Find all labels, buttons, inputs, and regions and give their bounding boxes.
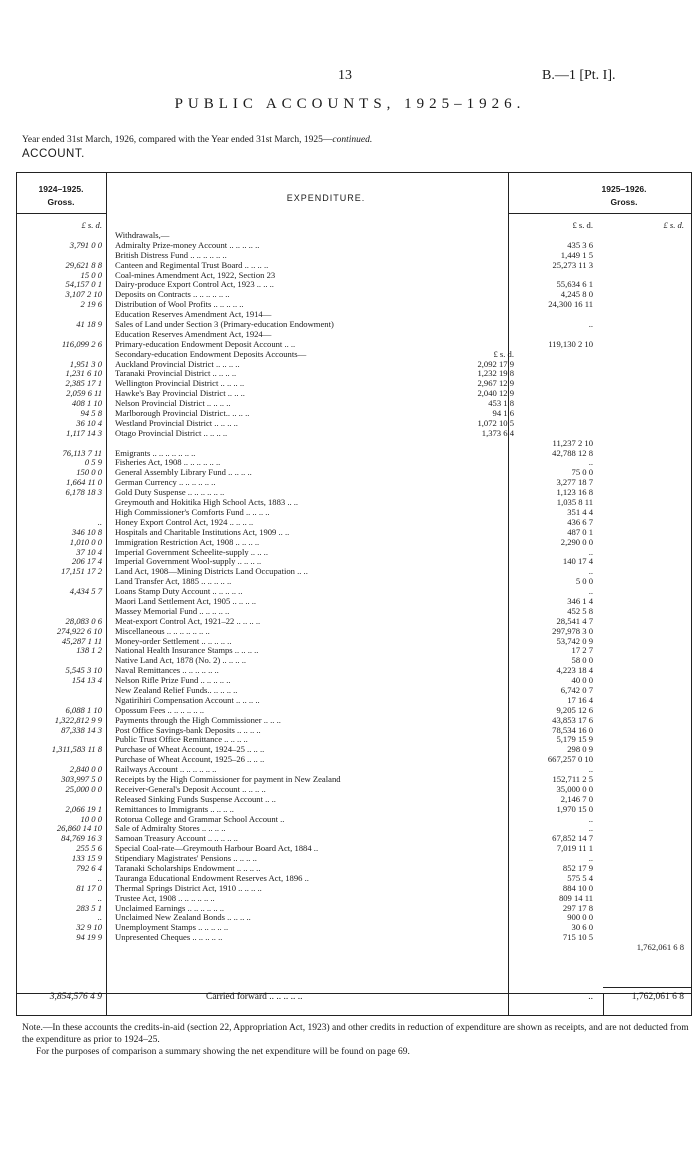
current-cell: 2,146 7 0 — [560, 793, 593, 804]
current-cell: 40 0 0 — [571, 675, 593, 686]
description-cell: Sales of Land under Section 3 (Primary-education Endowment) — [115, 320, 334, 330]
table-row — [16, 369, 692, 379]
description-cell: Secondary-education Endowment Deposits Accounts— — [115, 349, 307, 359]
prev-year-header — [16, 183, 106, 209]
current-cell: 24,300 16 11 — [548, 299, 593, 310]
prev-cell: 28,083 0 6 — [65, 615, 102, 626]
prev-cell: 41 18 9 — [76, 319, 102, 330]
prev-cell: 17,151 17 2 — [61, 566, 102, 577]
description-cell: Samoan Treasury Account .. .. .. .. .. — [115, 834, 238, 844]
prev-cell: 1,010 0 0 — [69, 536, 102, 547]
current-cell: 715 10 5 — [562, 932, 593, 943]
prev-cell: 5,545 3 10 — [65, 665, 102, 676]
current-cell: 346 1 4 — [567, 595, 593, 606]
carried-total: 1,762,061 6 8 — [631, 992, 684, 1002]
current-cell: 30 6 0 — [571, 922, 593, 933]
prev-cell: 2,059 6 11 — [66, 388, 102, 399]
table-row — [16, 320, 692, 330]
description-cell: Special Coal-rate—Greymouth Harbour Board Act, 1884 .. — [115, 844, 319, 854]
description-cell: Greymouth and Hokitika High School Acts, 1883 .. .. — [115, 498, 299, 508]
prev-cell: 3,791 0 0 — [69, 239, 102, 250]
current-cell: 25,273 11 3 — [552, 259, 593, 270]
description-cell: Unclaimed New Zealand Bonds .. .. .. .. — [115, 913, 251, 923]
current-cell: .. — [588, 319, 593, 330]
table-row — [16, 340, 692, 350]
current-cell: 17 16 4 — [567, 694, 593, 705]
current-cell: 435 3 6 — [567, 239, 593, 250]
unit-prev: £ s. d. — [81, 220, 102, 230]
table-row — [16, 933, 692, 943]
prev-cell: 54,157 0 1 — [65, 279, 102, 290]
footnote-line-1: Note.—In these accounts the credits-in-aid (section 22, Appropriation Act, 1923) and other credits in reduction of expenditure are shown as receipts, and are not deducted from the expenditure as prior to 1924–25. — [22, 1023, 689, 1045]
sub-amount-cell: 2,092 17 9 — [477, 358, 514, 369]
table-row — [16, 399, 692, 409]
prev-cell: 2,385 17 1 — [65, 378, 102, 389]
description-cell: Wellington Provincial District .. .. .. .. — [115, 379, 245, 389]
description-cell: Released Sinking Funds Suspense Account .. .. — [115, 794, 276, 804]
cur-year-header — [556, 183, 692, 209]
sub-amount-cell: 2,040 12 9 — [477, 388, 514, 399]
prev-cell: .. — [97, 892, 102, 903]
sub-amount-cell: 1,373 6 4 — [481, 427, 514, 438]
current-cell: .. — [588, 586, 593, 597]
prev-cell: 76,113 7 11 — [62, 447, 102, 458]
section-heading: ACCOUNT. — [22, 148, 85, 160]
subtitle — [22, 135, 372, 145]
description-cell: Land Transfer Act, 1885 .. .. .. .. .. — [115, 577, 232, 587]
prev-cell: 154 13 4 — [71, 675, 102, 686]
description-cell: Stipendiary Magistrates' Pensions .. .. .. .. — [115, 854, 257, 864]
description-cell: Westland Provincial District .. .. .. .. — [115, 418, 238, 428]
current-cell: 28,541 4 7 — [556, 615, 593, 626]
prev-cell: .. — [97, 516, 102, 527]
current-cell: 1,970 15 0 — [556, 803, 593, 814]
description-cell: Massey Memorial Fund .. .. .. .. .. — [115, 606, 230, 616]
prev-cell: 303,997 5 0 — [61, 773, 102, 784]
current-cell: 297,978 3 0 — [552, 625, 593, 636]
prev-cell: 29,621 8 8 — [65, 259, 102, 270]
prev-cell: 25,000 0 0 — [65, 783, 102, 794]
table-row — [16, 389, 692, 399]
table-row — [16, 943, 692, 953]
description-cell: Maori Land Settlement Act, 1905 .. .. .. .. — [115, 596, 257, 606]
prev-cell: 37 10 4 — [76, 546, 102, 557]
prev-cell: 283 5 1 — [76, 902, 102, 913]
description-cell: Purchase of Wheat Account, 1925–26 .. .. .. — [115, 755, 265, 765]
current-cell: 43,853 17 6 — [552, 714, 593, 725]
prev-cell: 1,311,583 11 8 — [51, 744, 102, 755]
table-row — [16, 261, 692, 271]
description-cell: Payments through the High Commissioner .. .. .. — [115, 715, 281, 725]
unit-cur: £ s. d. — [572, 220, 593, 230]
current-cell: 152,711 2 5 — [552, 773, 593, 784]
prev-cell: 32 9 10 — [76, 922, 102, 933]
description-cell: Withdrawals,— — [115, 231, 170, 240]
description-cell: Tauranga Educational Endowment Reserves Act, 1896 .. — [115, 873, 309, 883]
prev-cell: 1,231 6 10 — [65, 368, 102, 379]
current-cell: 852 17 9 — [562, 863, 593, 873]
current-cell: 2,290 0 0 — [560, 536, 593, 547]
carried-label: Carried forward .. .. .. .. .. — [206, 992, 303, 1002]
description-cell: Dairy-produce Export Control Act, 1923 .. .. .. — [115, 280, 274, 290]
prev-cell: 792 6 4 — [76, 863, 102, 873]
description-cell: Money-order Settlement .. .. .. .. .. — [115, 636, 232, 646]
description-cell: Thermal Springs District Act, 1910 .. .. .. .. — [115, 883, 262, 893]
document-reference: B.—1 [Pt. I]. — [542, 68, 616, 83]
cur-year-label: 1925–1926. — [601, 184, 647, 194]
current-cell: 75 0 0 — [571, 467, 593, 478]
description-cell: Receiver-General's Deposit Account .. .. .. .. — [115, 784, 266, 794]
prev-cell: 15 0 0 — [80, 269, 102, 280]
description-cell: Education Reserves Amendment Act, 1924— — [115, 329, 272, 339]
prev-cell: 346 10 8 — [71, 526, 102, 537]
prev-cell: 133 15 9 — [71, 853, 102, 864]
total-rule — [603, 987, 692, 988]
prev-cell: .. — [97, 872, 102, 883]
current-cell: 667,257 0 10 — [547, 754, 593, 765]
current-cell: 42,788 12 8 — [552, 447, 593, 458]
description-cell: Marlborough Provincial District.. .. .. .. — [115, 409, 250, 419]
description-cell: Taranaki Provincial District .. .. .. .. — [115, 369, 237, 379]
current-cell: 1,035 8 11 — [556, 497, 593, 508]
current-cell: 119,130 2 10 — [548, 338, 593, 349]
description-cell: Nelson Provincial District .. .. .. .. — [115, 399, 231, 409]
description-cell: Emigrants .. .. .. .. .. .. .. — [115, 448, 196, 458]
prev-cell: 6,178 18 3 — [65, 487, 102, 498]
description-cell: Opossum Fees .. .. .. .. .. .. — [115, 705, 205, 715]
prev-cell: 116,099 2 6 — [61, 338, 102, 349]
description-cell: Public Trust Office Remittance .. .. .. .. — [115, 735, 248, 745]
prev-cell: 2 19 6 — [80, 299, 102, 310]
current-cell: 5,179 15 9 — [556, 734, 593, 745]
footnote — [22, 1022, 692, 1058]
prev-cell: 87,338 14 3 — [61, 724, 102, 735]
current-cell: 35,000 0 0 — [556, 783, 593, 794]
description-cell: Distribution of Wool Profits .. .. .. .. .. — [115, 300, 244, 310]
current-cell: 6,742 0 7 — [560, 684, 593, 695]
description-cell: Fisheries Act, 1908 .. .. .. .. .. .. — [115, 458, 221, 468]
description-cell: Coal-mines Amendment Act, 1922, Section 23 — [115, 270, 276, 280]
prev-cell: 45,287 1 11 — [61, 635, 102, 646]
current-cell: 884 10 0 — [562, 882, 593, 893]
description-cell: Deposits on Contracts .. .. .. .. .. .. — [115, 290, 230, 300]
current-cell: 1,123 16 8 — [556, 487, 593, 498]
prev-cell: 84,769 16 3 — [61, 833, 102, 844]
prev-cell: 94 19 9 — [76, 932, 102, 943]
carried-prev: 3,854,576 4 9 — [49, 992, 102, 1002]
table-row — [16, 379, 692, 389]
description-cell: Trustee Act, 1908 .. .. .. .. .. .. — [115, 893, 215, 903]
prev-cell: 4,434 5 7 — [69, 586, 102, 597]
current-cell: 17 2 7 — [571, 645, 593, 656]
table-row — [16, 419, 692, 429]
description-cell: Gold Duty Suspense .. .. .. .. .. .. — [115, 488, 225, 498]
description-cell: General Assembly Library Fund .. .. .. .. — [115, 468, 252, 478]
description-cell: Immigration Restriction Act, 1908 .. .. .. .. — [115, 537, 260, 547]
current-cell: 7,019 11 1 — [556, 843, 593, 854]
description-cell: Native Land Act, 1878 (No. 2) .. .. .. .. — [115, 656, 247, 666]
description-cell: Railways Account .. .. .. .. .. .. — [115, 765, 217, 775]
current-cell: .. — [588, 457, 593, 468]
prev-cell: 1,117 14 3 — [66, 427, 102, 438]
prev-cell: 408 1 10 — [71, 398, 102, 409]
prev-cell: 10 0 0 — [80, 813, 102, 824]
header-rule — [16, 213, 106, 214]
current-cell: 900 0 0 — [567, 912, 593, 923]
description-cell: Post Office Savings-bank Deposits .. .. .. .. — [115, 725, 261, 735]
prev-cell: 150 0 0 — [76, 467, 102, 478]
prev-year-label: 1924–1925. — [38, 184, 84, 194]
current-cell: .. — [588, 813, 593, 824]
table-row — [16, 350, 692, 360]
unit-row — [16, 221, 692, 231]
page-header — [0, 68, 700, 88]
sub-amount-cell: 2,967 12 9 — [477, 378, 514, 389]
description-cell: Honey Export Control Act, 1924 .. .. .. .. — [115, 517, 254, 527]
prev-cell: 26,860 14 10 — [56, 823, 102, 834]
prev-cell: 3,107 2 10 — [65, 289, 102, 300]
current-cell: 487 0 1 — [567, 526, 593, 537]
current-cell: 53,742 0 9 — [556, 635, 593, 646]
description-cell: Admiralty Prize-money Account .. .. .. .. .. — [115, 240, 260, 250]
description-cell: Meat-export Control Act, 1921–22 .. .. .. .. — [115, 616, 261, 626]
table-row — [16, 300, 692, 310]
cur-gross-label: Gross. — [610, 197, 638, 207]
prev-cell: 1,664 11 0 — [66, 477, 102, 488]
prev-cell: 94 5 8 — [80, 408, 102, 419]
sub-amount-cell: 453 1 8 — [488, 398, 514, 409]
description-cell: National Health Insurance Stamps .. .. .. .. — [115, 646, 259, 656]
description-cell: Hawke's Bay Provincial District .. .. .. — [115, 389, 245, 399]
prev-cell: 81 17 0 — [76, 882, 102, 893]
carried-cur: .. — [588, 992, 593, 1002]
description-cell: Rotorua College and Grammar School Account .. — [115, 814, 285, 824]
sub-amount-cell: 1,232 19 8 — [477, 368, 514, 379]
prev-cell: 6,088 1 10 — [65, 704, 102, 715]
description-cell: Nelson Rifle Prize Fund .. .. .. .. .. — [115, 676, 231, 686]
current-cell: 1,449 1 5 — [560, 249, 593, 260]
table-row — [16, 409, 692, 419]
prev-cell: 255 5 6 — [76, 843, 102, 854]
description-cell: Remittances to Immigrants .. .. .. .. — [115, 804, 234, 814]
description-cell: British Distress Fund .. .. .. .. .. .. — [115, 250, 227, 260]
table-row — [16, 360, 692, 370]
prev-cell: 2,066 19 1 — [65, 803, 102, 814]
footnote-line-2: For the purposes of comparison a summary showing the net expenditure will be found on page 69. — [36, 1047, 410, 1057]
expenditure-table — [16, 172, 692, 1016]
current-cell: .. — [588, 853, 593, 864]
description-cell: Receipts by the High Commissioner for payment in New Zealand — [115, 774, 341, 784]
current-cell: .. — [588, 566, 593, 577]
current-cell: 575 5 4 — [567, 872, 593, 883]
current-cell: 436 6 7 — [567, 516, 593, 527]
description-cell: Primary-education Endowment Deposit Account .. .. — [115, 339, 296, 349]
current-cell: .. — [588, 764, 593, 775]
description-cell: Unpresented Cheques .. .. .. .. .. — [115, 933, 223, 943]
description-cell: Otago Provincial District .. .. .. .. — [115, 428, 228, 438]
description-cell: Unemployment Stamps .. .. .. .. .. — [115, 923, 229, 933]
prev-cell: 1,322,812 9 9 — [54, 714, 102, 725]
description-cell: Miscellaneous .. .. .. .. .. .. .. — [115, 626, 210, 636]
current-cell: 351 4 4 — [567, 506, 593, 517]
unit-tot: £ s. d. — [663, 220, 684, 230]
current-cell: 298 0 9 — [567, 744, 593, 755]
current-cell: 67,852 14 7 — [552, 833, 593, 844]
current-cell: 140 17 4 — [562, 556, 593, 567]
current-cell: .. — [588, 546, 593, 557]
current-cell: 297 17 8 — [562, 902, 593, 913]
description-cell: Auckland Provincial District .. .. .. .. — [115, 359, 240, 369]
current-cell: 58 0 0 — [571, 655, 593, 666]
current-cell: 5 0 0 — [575, 576, 593, 587]
prev-cell: 2,840 0 0 — [69, 764, 102, 775]
current-cell: 55,634 6 1 — [556, 279, 593, 290]
prev-cell: 1,951 3 0 — [69, 358, 102, 369]
description-cell: Hospitals and Charitable Institutions Act, 1909 .. .. — [115, 527, 290, 537]
description-cell: Canteen and Regimental Trust Board .. .. .. .. — [115, 260, 269, 270]
current-cell: .. — [588, 823, 593, 834]
description-cell: Land Act, 1908—Mining Districts Land Occupation .. .. — [115, 567, 308, 577]
sub-amount-cell: 1,072 10 5 — [477, 417, 514, 428]
current-cell: 11,237 2 10 — [552, 437, 593, 448]
description-cell: Imperial Government Wool-supply .. .. .. .. — [115, 557, 262, 567]
carried-forward-row — [16, 989, 692, 1007]
expenditure-header: EXPENDITURE. — [286, 193, 366, 203]
description-cell: Loans Stamp Duty Account .. .. .. .. .. — [115, 587, 243, 597]
sub-amount-cell: 94 1 6 — [492, 408, 514, 419]
description-cell: German Currency .. .. .. .. .. .. — [115, 478, 216, 488]
description-cell: Taranaki Scholarships Endowment .. .. .. .. — [115, 864, 261, 873]
description-cell: Naval Remittances .. .. .. .. .. .. — [115, 666, 219, 676]
description-cell: Education Reserves Amendment Act, 1914— — [115, 310, 272, 320]
description-cell: Imperial Government Scheelite-supply .. .. .. — [115, 547, 268, 557]
description-cell: Purchase of Wheat Account, 1924–25 .. .. .. — [115, 745, 265, 755]
prev-cell: 206 17 4 — [71, 556, 102, 567]
current-cell: 452 5 8 — [567, 605, 593, 616]
total-cell: 1,762,061 6 8 — [636, 942, 684, 953]
prev-cell: .. — [97, 912, 102, 923]
description-cell: Sale of Admiralty Stores .. .. .. .. — [115, 824, 226, 834]
description-cell: Unclaimed Earnings .. .. .. .. .. .. — [115, 903, 225, 913]
current-cell: 9,205 12 6 — [556, 704, 593, 715]
subtitle-main: Year ended 31st March, 1926, compared with the Year ended 31st March, 1925— — [22, 135, 333, 145]
subtitle-continued: continued. — [332, 135, 373, 145]
current-cell: 3,277 18 7 — [556, 477, 593, 488]
current-cell: 809 14 11 — [558, 892, 593, 903]
header-rule — [508, 213, 692, 214]
prev-cell: 36 10 4 — [76, 417, 102, 428]
sub-amount-cell: £ s. d. — [493, 348, 514, 359]
prev-cell: 138 1 2 — [76, 645, 102, 656]
description-cell: New Zealand Relief Funds.. .. .. .. .. — [115, 685, 238, 695]
prev-cell: 274,922 6 10 — [56, 625, 102, 636]
description-cell: Ngatirihiri Compensation Account .. .. .. .. — [115, 695, 260, 705]
table-body — [16, 231, 692, 953]
current-cell: 4,245 8 0 — [560, 289, 593, 300]
page-title: PUBLIC ACCOUNTS, 1925–1926. — [174, 96, 526, 112]
prev-gross-label: Gross. — [47, 197, 75, 207]
current-cell: 4,223 18 4 — [556, 665, 593, 676]
description-cell: High Commissioner's Comforts Fund .. .. .. .. — [115, 507, 270, 517]
prev-cell: 0 5 9 — [84, 457, 102, 468]
current-cell: 78,534 16 0 — [552, 724, 593, 735]
page-number: 13 — [338, 68, 352, 83]
